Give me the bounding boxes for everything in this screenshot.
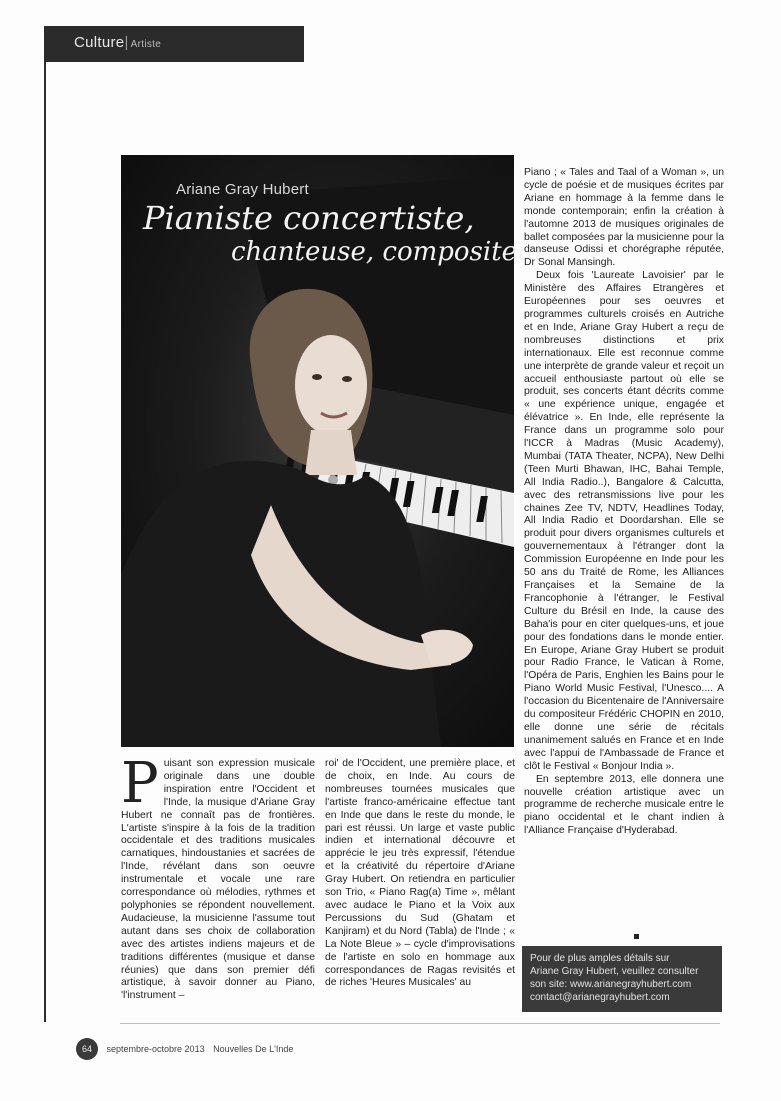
article-column-3: [524, 167, 724, 937]
column-1-text: uisant son expression musicale originale dans une double inspiration entre l'Occident et l'Inde, la musique d'Ariane Gray Hubert ne connaît pas de frontières. L'artiste s'inspire à la fois de la tradition occidentale et des traditions musicales carnatiques, hindoustanies et sacrées de l'Inde, révélant dans son oeuvre instrumentale et vocale une rare correspondance où mélodies, rythmes et polyphonies se répondent nouvellement. Audacieuse, la musicienne l'assume tout autant dans ses choix de collaboration avec des artistes indiens majeurs et de traditions différentes (musique et danse réunies) que dans son premier défi artistique, à savoir donner au Piano, 'l'instrument –: [121, 758, 315, 1002]
section-name: Culture: [74, 34, 125, 51]
column-3-paragraph-3: En septembre 2013, elle donnera une nouvelle création artistique avec un programme de recherche musicale entre le piano occidental et le chant indien à l'Alliance Française d'Hyderabad.: [524, 773, 724, 837]
left-rule: [44, 62, 46, 1022]
info-line-3: son site: www.arianegrayhubert.com: [530, 979, 692, 990]
drop-cap: P: [121, 751, 159, 816]
issue-date: septembre-octobre 2013: [106, 1044, 205, 1054]
end-marker: [634, 934, 639, 939]
info-line-1: Pour de plus amples détails sur: [530, 953, 670, 964]
section-header: [44, 26, 304, 62]
info-line-4: contact@arianegrayhubert.com: [530, 992, 670, 1003]
artist-photo: [121, 155, 547, 747]
column-3-paragraph-2: Deux fois 'Laureate Lavoisier' par le Ministère des Affaires Etrangères et Européennes pour ses oeuvres et programmes culturels croisés en Autriche et en Inde, Ariane Gray Hubert a reçu de nombreuses distinctions et prix internationaux. Elle est reconnue comme une interprète de grande valeur et reçoit un accueil enthousiaste partout où elle se produit, ses concerts étant décrits comme « une expérience unique, engagée et élévatrice ». En Inde, elle représente la France dans un programme solo pour l'ICCR à Madras (Music Academy), Mumbai (TATA Theater, NCPA), New Delhi (Teen Murti Bhawan, IHC, Bahai Temple, All India Radio..), Bangalore & Calcutta, avec des retransmissions live pour les chaines Zee TV, NDTV, Headlines Today, All India Radio et Doordarshan. Elle se produit pour divers organismes culturels et gouvernementaux à l'étranger dont la Commission Européenne en Inde pour les 50 ans du Traité de Rome, les Alliances Françaises et la Semaine de la Francophonie à l'étranger, le Festival Culture du Brésil en Inde, la cause des Baha'is pour en citer quelques-uns, et joue pour des fondations dans le monde entier. En Europe, Ariane Gray Hubert se produit pour Radio France, le Vatican à Rome, l'Opéra de Paris, Enghien les Bains pour le Piano World Music Festival, l'Unesco.... A l'occasion du Bicentenaire de l'Anniversaire du compositeur Frédéric CHOPIN en 2010, elle donne une série de récitals unanimement salués en France et en Inde avec l'appui de l'Ambassade de France et clôt le Festival « Bonjour India ».: [524, 270, 724, 772]
contact-info-box: [522, 946, 722, 1012]
magazine-name: Nouvelles De L'Inde: [213, 1044, 294, 1054]
article-column-1: [121, 751, 315, 1020]
info-line-2: Ariane Gray Hubert, veuillez consulter: [530, 966, 699, 977]
column-3-paragraph-1: Piano ; « Tales and Taal of a Woman », un cycle de poésie et de musiques écrites par Ariane en hommage à la femme dans le monde contemporain; enfin la création à l'automne 2013 de musiques originales de ballet composées par la musicienne pour la danseuse Odissi et chorégraphe réputée, Dr Sonal Mansingh.: [524, 167, 724, 269]
artist-name: Ariane Gray Hubert: [176, 181, 309, 198]
face: [295, 335, 367, 435]
section-label: [74, 34, 161, 51]
subsection-name: Artiste: [130, 39, 162, 50]
section-divider: |: [124, 34, 129, 51]
neck: [305, 430, 357, 475]
headline-line-1: Pianiste concertiste,: [143, 199, 475, 237]
column-2-text: roi' de l'Occident, une première place, et de choix, en Inde. Au cours de nombreuses tournées musicales que l'artiste franco-américaine effectue tant en Inde que dans le reste du monde, le pari est réussi. Un large et vaste public indien et international découvre et apprécie le jeu très expressif, l'étendue et la créativité du répertoire d'Ariane Gray Hubert. On retiendra en particulier son Trio, « Piano Rag(a) Time », mêlant avec audace le Piano et la Voix aux Percussions du Sud (Ghatam et Kanjiram) et du Nord (Tabla) de l'Inde ; « La Note Bleue » – cycle d'improvisations de l'artiste en solo en hommage aux correspondances de Ragas revisités et de riches 'Heures Musicales' au: [325, 758, 515, 989]
footer-rule: [120, 1023, 720, 1024]
article-column-2: [325, 758, 515, 1020]
page-footer: [76, 1038, 293, 1060]
headline-line-2: chanteuse, compositeur: [231, 237, 547, 267]
page-number: 64: [76, 1038, 98, 1060]
